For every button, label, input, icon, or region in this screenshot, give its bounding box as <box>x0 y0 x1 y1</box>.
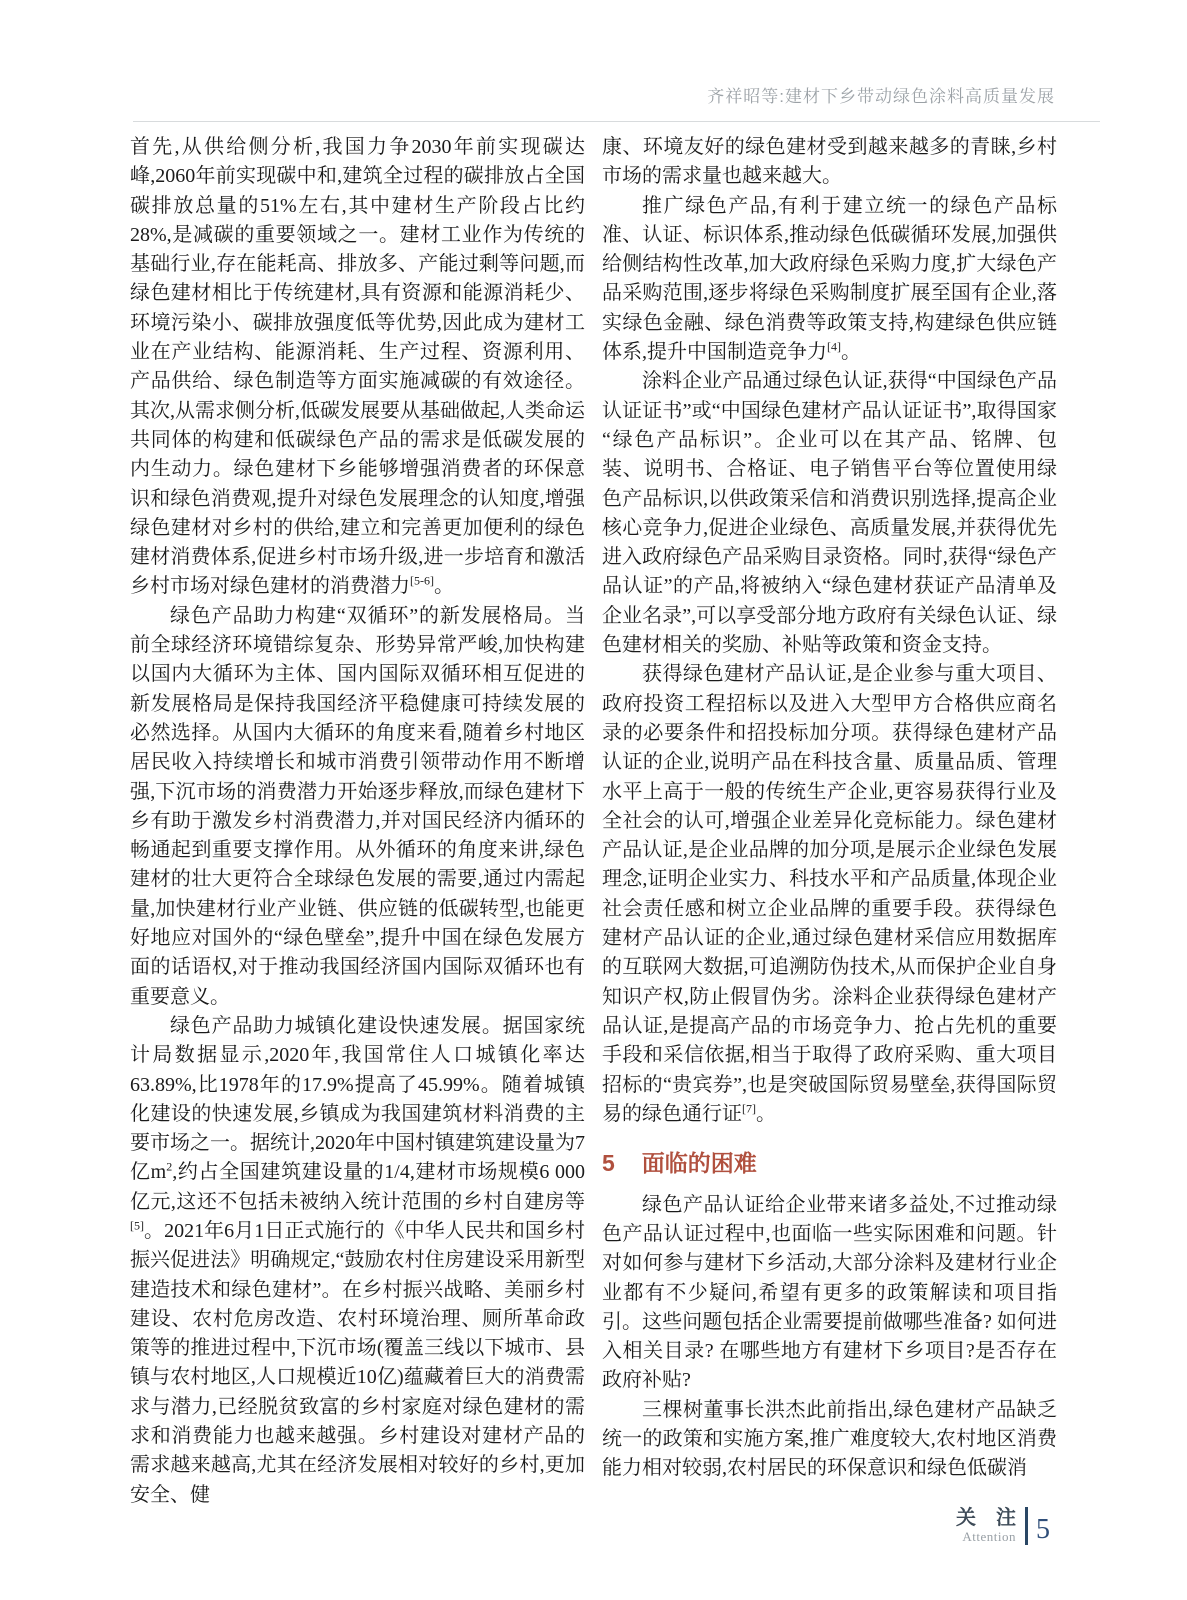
footer-column-title <box>956 1507 1016 1545</box>
section-heading <box>602 1150 1057 1178</box>
citation-ref: [7] <box>742 1101 756 1116</box>
section-number: 5 <box>602 1150 615 1177</box>
paragraph-text: 绿色产品助力城镇化建设快速发展。据国家统计局数据显示,2020年,我国常住人口城镇化率达63.89%,比1978年的17.9%提高了45.99%。随着城镇化建设的快速发展,乡镇成为我国建筑材料消费的主要市场之一。据统计,2020年中国村镇建筑建设量为7亿m <box>130 1014 585 1184</box>
paragraph <box>602 660 1057 1129</box>
paragraph <box>602 133 1057 192</box>
paragraph <box>130 602 585 1012</box>
citation-ref: 2 <box>166 1159 173 1174</box>
page-number: 5 <box>1036 1514 1050 1545</box>
paragraph-text: 。 <box>756 1102 776 1125</box>
paragraph <box>130 1012 585 1510</box>
paragraph-text: 获得绿色建材产品认证,是企业参与重大项目、政府投资工程招标以及进入大型甲方合格供应商名录的必要条件和招投标加分项。获得绿色建材产品认证的企业,说明产品在科技含量、质量品质、管理水平上高于一般的传统生产企业,更容易获得行业及全社会的认可,增强企业差异化竞标能力。绿色建材产品认证,是企业品牌的加分项,是展示企业绿色发展理念,证明企业实力、科技水平和产品质量,体现企业社会责任感和树立企业品牌的重要手段。获得绿色建材产品认证的企业,通过绿色建材采信应用数据库的互联网大数据,可追溯防伪技术,从而保护企业自身知识产权,防止假冒伪劣。涂料企业获得绿色建材产品认证,是提高产品的市场竞争力、抢占先机的重要手段和采信依据,相当于取得了政府采购、重大项目招标的“贵宾券”,也是突破国际贸易壁垒,获得国际贸易的绿色通行证 <box>602 663 1057 1125</box>
page-footer <box>956 1507 1050 1545</box>
right-column <box>602 133 1057 1510</box>
paragraph-text: 。 <box>434 575 454 598</box>
paragraph-text: 。2021年6月1日正式施行的《中华人民共和国乡村振兴促进法》明确规定,“鼓励农村住房建设采用新型建造技术和绿色建材”。在乡村振兴战略、美丽乡村建设、农村危房改造、农村环境治理、厕所革命政策等的推进过程中,下沉市场(覆盖三线以下城市、县镇与农村地区,人口规模近10亿)蕴藏着巨大的消费需求与潜力,已经脱贫致富的乡村家庭对绿色建材的需求和消费能力也越来越强。乡村建设对建材产品的需求越来越高,尤其在经济发展相对较好的乡村,更加安全、健 <box>130 1219 585 1506</box>
right-column-bottom <box>602 1191 1057 1484</box>
paragraph <box>602 1191 1057 1396</box>
section-title: 面临的困难 <box>641 1150 757 1177</box>
paragraph-text: 绿色产品认证给企业带来诸多益处,不过推动绿色产品认证过程中,也面临一些实际困难和问题。针对如何参与建材下乡活动,大部分涂料及建材行业企业都有不少疑问,希望有更多的政策解读和项目指引。这些问题包括企业需要提前做哪些准备? 如何进入相关目录? 在哪些地方有建材下乡项目?是否存在政府补贴? <box>602 1193 1057 1392</box>
paragraph-text: 。 <box>841 341 861 364</box>
paragraph <box>602 1396 1057 1484</box>
citation-ref: [5] <box>130 1218 144 1233</box>
citation-ref: [5-6] <box>410 573 434 588</box>
paragraph <box>602 367 1057 660</box>
running-header: 齐祥昭等:建材下乡带动绿色涂料高质量发展 <box>133 82 1100 122</box>
paragraph-text: 康、环境友好的绿色建材受到越来越多的青睐,乡村市场的需求量也越来越大。 <box>602 136 1057 188</box>
citation-ref: [4] <box>827 339 841 354</box>
paragraph <box>602 192 1057 368</box>
paragraph-text: 三棵树董事长洪杰此前指出,绿色建材产品缺乏统一的政策和实施方案,推广难度较大,农村地区消费能力相对较弱,农村居民的环保意识和绿色低碳消 <box>602 1398 1057 1480</box>
paragraph-text: 推广绿色产品,有利于建立统一的绿色产品标准、认证、标识体系,推动绿色低碳循环发展,加强供给侧结构性改革,加大政府绿色采购力度,扩大绿色产品采购范围,逐步将绿色采购制度扩展至国有企业,落实绿色金融、绿色消费等政策支持,构建绿色供应链体系,提升中国制造竞争力 <box>602 194 1057 364</box>
paragraph-text: ,约占全国建筑建设量的1/4,建材市场规模6 000亿元,这还不包括未被纳入统计范围的乡村自建房等 <box>130 1161 585 1213</box>
paragraph-text: 首先,从供给侧分析,我国力争2030年前实现碳达峰,2060年前实现碳中和,建筑全过程的碳排放占全国碳排放总量的51%左右,其中建材生产阶段占比约28%,是减碳的重要领域之一。建材工业作为传统的基础行业,存在能耗高、排放多、产能过剩等问题,而绿色建材相比于传统建材,具有资源和能源消耗少、环境污染小、碳排放强度低等优势,因此成为建材工业在产业结构、能源消耗、生产过程、资源利用、产品供给、绿色制造等方面实施减碳的有效途径。其次,从需求侧分析,低碳发展要从基础做起,人类命运共同体的构建和低碳绿色产品的需求是低碳发展的内生动力。绿色建材下乡能够增强消费者的环保意识和绿色消费观,提升对绿色发展理念的认知度,增强绿色建材对乡村的供给,建立和完善更加便利的绿色建材消费体系,促进乡村市场升级,进一步培育和激活乡村市场对绿色建材的消费潜力 <box>130 136 585 598</box>
paragraph-text: 绿色产品助力构建“双循环”的新发展格局。当前全球经济环境错综复杂、形势异常严峻,加快构建以国内大循环为主体、国内国际双循环相互促进的新发展格局是保持我国经济平稳健康可持续发展的必然选择。从国内大循环的角度来看,随着乡村地区居民收入持续增长和城市消费引领带动作用不断增强,下沉市场的消费潜力开始逐步释放,而绿色建材下乡有助于激发乡村消费潜力,并对国民经济内循环的畅通起到重要支撑作用。从外循环的角度来讲,绿色建材的壮大更符合全球绿色发展的需要,通过内需起量,加快建材行业产业链、供应链的低碳转型,也能更好地应对国外的“绿色壁垒”,提升中国在绿色发展方面的话语权,对于推动我国经济国内国际双循环也有重要意义。 <box>130 604 585 1008</box>
footer-column-title-en: Attention <box>962 1529 1016 1545</box>
footer-divider <box>1025 1507 1028 1545</box>
paragraph-text: 涂料企业产品通过绿色认证,获得“中国绿色产品认证证书”或“中国绿色建材产品认证证书”,取得国家“绿色产品标识”。企业可以在其产品、铭牌、包装、说明书、合格证、电子销售平台等位置使用绿色产品标识,以供政策采信和消费识别选择,提高企业核心竞争力,促进企业绿色、高质量发展,并获得优先进入政府绿色产品采购目录资格。同时,获得“绿色产品认证”的产品,将被纳入“绿色建材获证产品清单及企业名录”,可以享受部分地方政府有关绿色认证、绿色建材相关的奖励、补贴等政策和资金支持。 <box>602 370 1057 657</box>
paragraph <box>130 133 585 602</box>
footer-column-title-zh: 关 注 <box>956 1507 1016 1530</box>
right-column-top <box>602 133 1057 1129</box>
article-body <box>130 133 1057 1510</box>
left-column <box>130 133 585 1510</box>
